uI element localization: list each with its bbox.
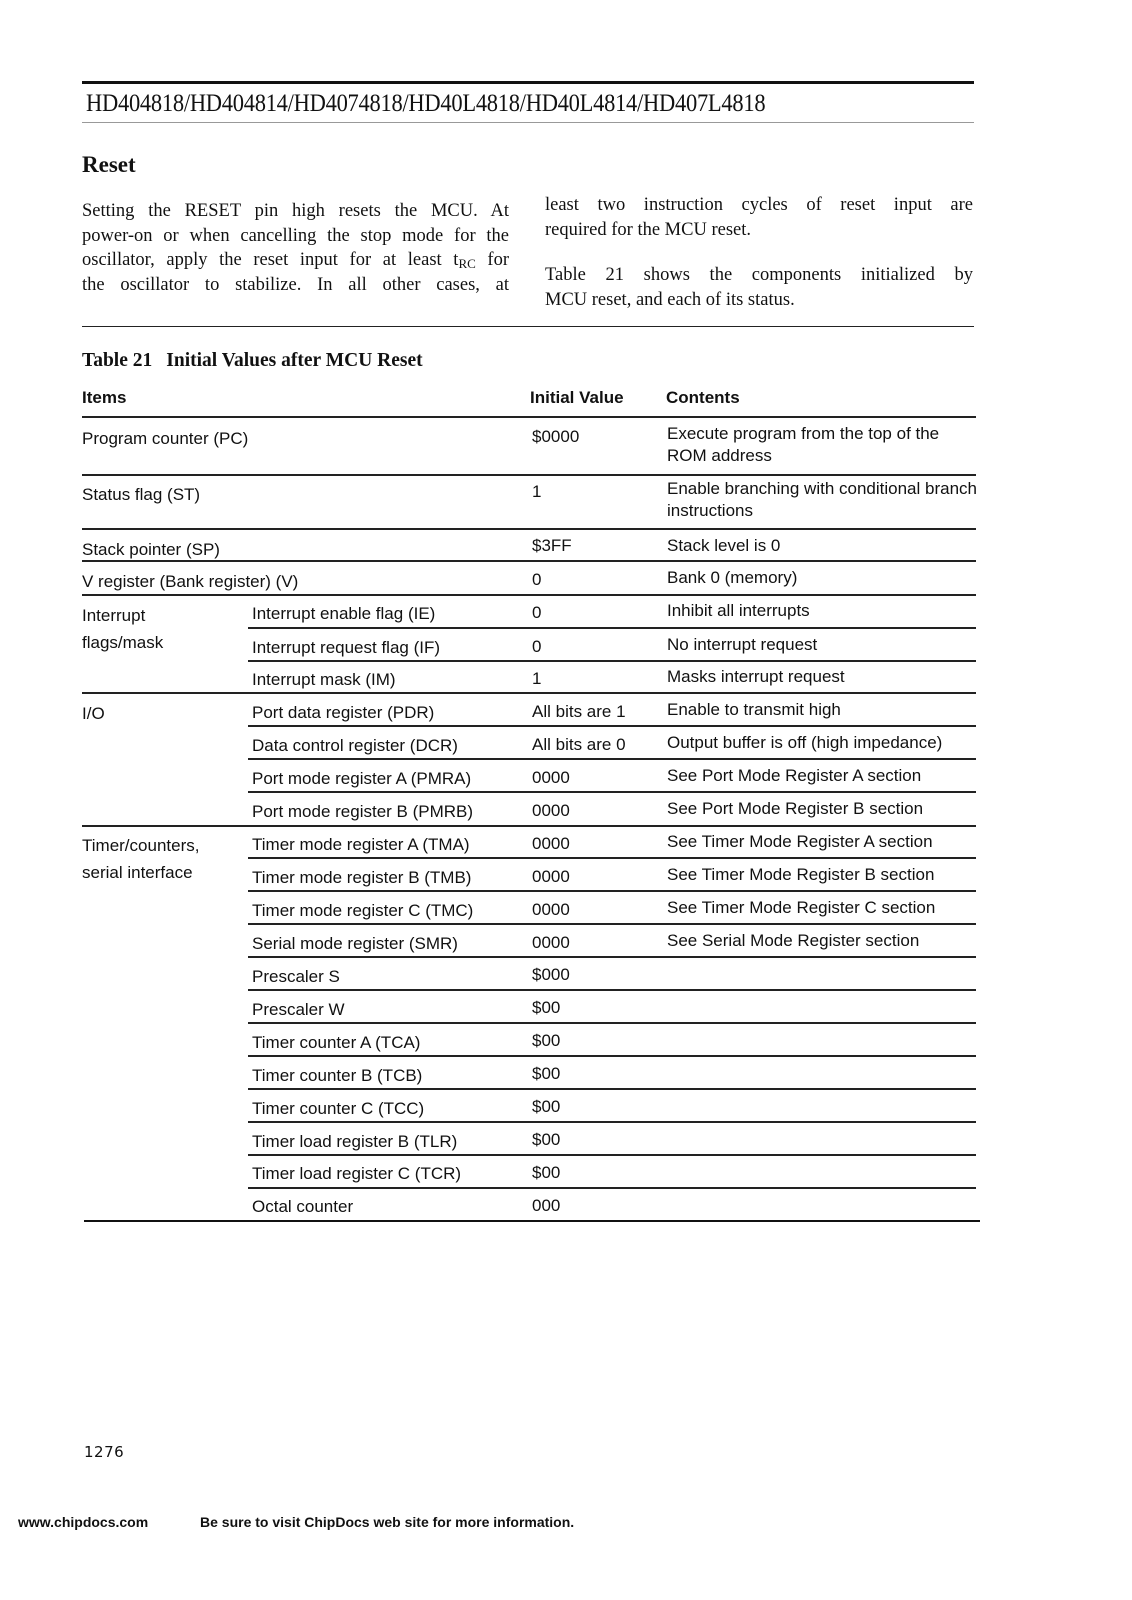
value-cell: $00 (532, 1064, 561, 1083)
row-rule (248, 1187, 976, 1189)
value-cell: 0000 (532, 801, 570, 820)
row-rule (82, 528, 976, 530)
footer-note: Be sure to visit ChipDocs web site for more information. (200, 1514, 575, 1530)
group-label-timer: Timer/counters, (82, 836, 200, 855)
table-bottom-rule (84, 1220, 980, 1222)
header-top-rule (82, 81, 974, 84)
row-rule (248, 758, 976, 760)
contents-cell: Output buffer is off (high impedance) (667, 733, 943, 752)
item-cell: Status flag (ST) (82, 485, 201, 504)
item-cell: Port mode register A (PMRA) (252, 769, 472, 788)
item-cell: Interrupt mask (IM) (252, 670, 396, 689)
contents-cell: Stack level is 0 (667, 536, 781, 555)
paragraph-line: power-on or when cancelling the stop mode for the (82, 225, 509, 246)
item-cell: Octal counter (252, 1197, 354, 1216)
header-rule (82, 416, 976, 418)
row-rule (248, 1154, 976, 1156)
column-header-contents: Contents (666, 388, 740, 407)
contents-cell: Enable branching with conditional branch instructions (667, 479, 977, 520)
row-rule (248, 989, 976, 991)
table-caption-title: Initial Values after MCU Reset (166, 350, 423, 371)
row-rule (248, 791, 976, 793)
contents-cell: Bank 0 (memory) (667, 568, 798, 587)
item-cell: Data control register (DCR) (252, 736, 458, 755)
item-cell: Timer counter B (TCB) (252, 1066, 423, 1085)
value-cell: 1 (532, 669, 542, 688)
value-cell: $00 (532, 1031, 561, 1050)
item-cell: Timer mode register A (TMA) (252, 835, 470, 854)
item-cell: Interrupt enable flag (IE) (252, 604, 436, 623)
header-underline (82, 122, 974, 123)
item-cell: Program counter (PC) (82, 429, 249, 448)
contents-cell: Inhibit all interrupts (667, 601, 810, 620)
value-cell: 1 (532, 482, 542, 501)
column-header-items: Items (82, 388, 127, 407)
paragraph-line: MCU reset, and each of its status. (545, 289, 795, 310)
contents-cell: See Port Mode Register B section (667, 799, 924, 818)
row-rule (248, 1055, 976, 1057)
item-cell: Stack pointer (SP) (82, 540, 220, 559)
contents-cell: No interrupt request (667, 635, 818, 654)
row-rule (248, 1022, 976, 1024)
row-rule (82, 594, 976, 596)
row-rule (82, 474, 976, 476)
row-rule (248, 857, 976, 859)
value-cell: $0000 (532, 427, 580, 446)
document-header-part-numbers: HD404818/HD404814/HD4074818/HD40L4818/HD40L4814/HD407L4818 (86, 90, 766, 117)
contents-cell: See Timer Mode Register A section (667, 832, 933, 851)
footer-site-link[interactable]: www.chipdocs.com (18, 1514, 149, 1530)
value-cell: 0 (532, 570, 542, 589)
group-label-interrupt: flags/mask (82, 633, 164, 652)
item-cell: Timer counter C (TCC) (252, 1099, 425, 1118)
paragraph-line: required for the MCU reset. (545, 219, 752, 240)
row-rule (248, 890, 976, 892)
item-cell: Interrupt request flag (IF) (252, 638, 441, 657)
row-rule (248, 1121, 976, 1123)
initial-values-table (82, 388, 980, 1228)
row-rule (248, 1088, 976, 1090)
row-rule (248, 627, 976, 629)
item-cell: V register (Bank register) (V) (82, 572, 299, 591)
value-cell: All bits are 1 (532, 702, 626, 721)
group-label-timer: serial interface (82, 863, 193, 882)
item-cell: Prescaler W (252, 1000, 345, 1019)
section-title: Reset (82, 152, 136, 177)
value-cell: $00 (532, 1097, 561, 1116)
contents-cell: Enable to transmit high (667, 700, 841, 719)
paragraph-line: least two instruction cycles of reset input are (545, 195, 973, 215)
contents-cell: See Timer Mode Register B section (667, 865, 935, 884)
value-cell: $3FF (532, 536, 572, 555)
contents-cell: See Timer Mode Register C section (667, 898, 936, 917)
item-cell: Port data register (PDR) (252, 703, 435, 722)
value-cell: 0 (532, 603, 542, 622)
row-rule (82, 692, 976, 694)
item-cell: Timer mode register C (TMC) (252, 901, 474, 920)
item-cell: Port mode register B (PMRB) (252, 802, 474, 821)
value-cell: 0000 (532, 834, 570, 853)
item-cell: Timer counter A (TCA) (252, 1033, 421, 1052)
paragraph-line: Setting the RESET pin high resets the MCU. At (82, 201, 509, 221)
contents-cell: Masks interrupt request (667, 667, 845, 686)
table-caption (82, 350, 423, 372)
value-cell: $00 (532, 998, 561, 1017)
value-cell: $000 (532, 965, 570, 984)
row-rule (248, 725, 976, 727)
item-cell: Prescaler S (252, 967, 340, 986)
item-cell: Serial mode register (SMR) (252, 934, 458, 953)
page-number: 1276 (84, 1443, 125, 1461)
paragraph-line: the oscillator to stabilize. In all other cases, at (82, 274, 509, 295)
contents-cell: See Serial Mode Register section (667, 931, 920, 950)
column-header-initial-value: Initial Value (530, 388, 624, 407)
table-caption-number: Table 21 (82, 350, 153, 371)
value-cell: 0000 (532, 900, 570, 919)
item-cell: Timer load register B (TLR) (252, 1132, 458, 1151)
reset-paragraph-left (82, 199, 509, 297)
group-label-interrupt: Interrupt (82, 606, 146, 625)
section-divider (82, 326, 974, 327)
reset-paragraph-right-2 (545, 263, 973, 312)
trc-subscript: RC (458, 256, 476, 271)
row-rule (248, 956, 976, 958)
value-cell: All bits are 0 (532, 735, 626, 754)
value-cell: 0000 (532, 933, 570, 952)
paragraph-line-with-subscript: oscillator, apply the reset input for at least $t_{RC}$ for (82, 250, 509, 271)
row-rule (82, 560, 976, 562)
paragraph-line: Table 21 shows the components initialized by (545, 265, 973, 285)
contents-cell: See Port Mode Register A section (667, 766, 922, 785)
reset-paragraph-right-1 (545, 193, 973, 242)
value-cell: 0 (532, 637, 542, 656)
group-label-io: I/O (82, 704, 105, 723)
contents-cell: Execute program from the top of the ROM address (667, 424, 940, 465)
value-cell: $00 (532, 1163, 561, 1182)
item-cell: Timer load register C (TCR) (252, 1164, 462, 1183)
row-rule (248, 923, 976, 925)
item-cell: Timer mode register B (TMB) (252, 868, 472, 887)
value-cell: 0000 (532, 768, 570, 787)
row-rule (248, 660, 976, 662)
row-rule (82, 825, 976, 827)
value-cell: 000 (532, 1196, 561, 1215)
value-cell: 0000 (532, 867, 570, 886)
value-cell: $00 (532, 1130, 561, 1149)
